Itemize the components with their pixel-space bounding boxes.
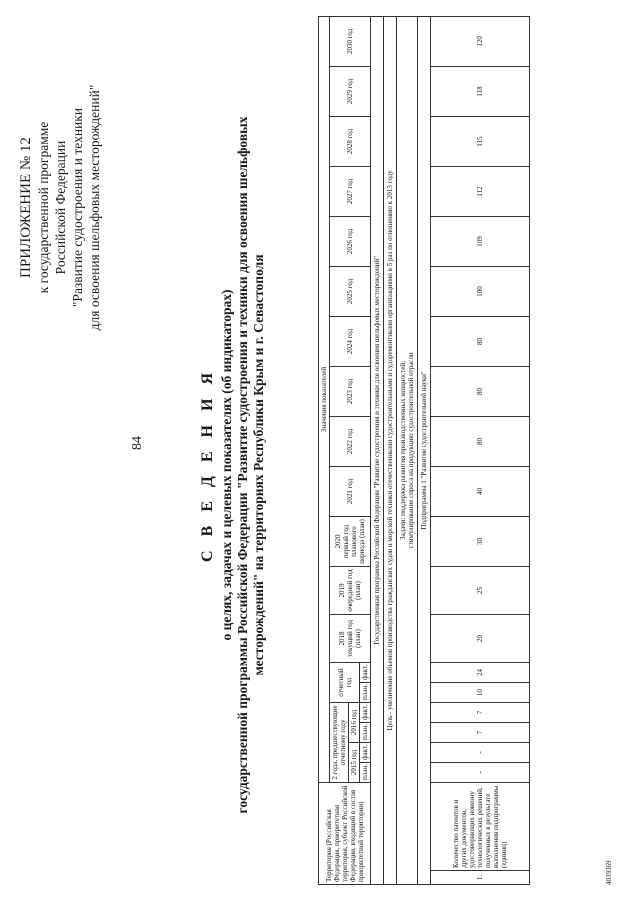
values-header: Значения показателей: [319, 16, 330, 782]
document-title: [200, 85, 267, 845]
row-label: Количество патентов и других документов, удостоверяющих новизну технологических решений, полученных в результате выполнения подпрограммы (единиц): [431, 783, 530, 871]
header-2015: 2015 год: [349, 743, 360, 783]
title-line-2: государственной программы Российской Федерации "Развитие судостроения и техники для освоения шельфовых: [235, 116, 250, 814]
header-2027: 2027 год: [330, 167, 371, 217]
header-2028: 2028 год: [330, 117, 371, 167]
cell-2022: 80: [431, 417, 530, 467]
header-2016: 2016 год: [349, 703, 360, 743]
territory-header: Территория (Российская Федерация, приоритетная территория, субъект Российской Федерации, входящий в состав приоритетной территории): [319, 783, 371, 885]
header-row-1: [319, 16, 330, 884]
cell-2027: 112: [431, 167, 530, 217]
title-heading: С В Е Д Е Н И Я: [199, 367, 216, 563]
table-row: [431, 16, 530, 884]
row-number: 1.: [431, 871, 530, 885]
header-2029: 2029 год: [330, 67, 371, 117]
cell-2029: 118: [431, 67, 530, 117]
subprogram-row: [418, 16, 431, 884]
cell-2028: 115: [431, 117, 530, 167]
annex-heading: [18, 15, 103, 400]
cell-2020: 30: [431, 517, 530, 567]
cell-2024: 80: [431, 317, 530, 367]
header-2020: 2020 первый год планового периода (план): [330, 517, 371, 567]
cell-2015-fact: -: [431, 743, 530, 763]
header-fact: факт.: [360, 663, 371, 683]
cell-2021: 40: [431, 467, 530, 517]
cell-2016-fact: 7: [431, 703, 530, 723]
task-row: [397, 16, 418, 884]
header-2021: 2021 год: [330, 467, 371, 517]
header-2019: 2019 очередной год (план): [330, 567, 371, 615]
cell-2023: 80: [431, 367, 530, 417]
title-line-3: месторождений" на территориях Республики Крым и г. Севастополя: [251, 254, 266, 676]
document-id: 4039369: [605, 860, 613, 885]
header-row-2: [330, 16, 349, 884]
header-2018: 2018 текущий год (план): [330, 615, 371, 663]
cell-2026: 109: [431, 217, 530, 267]
header-fact: факт.: [360, 703, 371, 723]
cell-2015-plan: -: [431, 763, 530, 783]
cell-2025: 100: [431, 267, 530, 317]
header-fact: факт.: [360, 743, 371, 763]
annex-number: ПРИЛОЖЕНИЕ № 12: [18, 137, 34, 278]
header-2030: 2030 год: [330, 16, 371, 66]
cell-2017-plan: 10: [431, 683, 530, 703]
cell-2017-fact: 24: [431, 663, 530, 683]
annex-line-4: для освоения шельфовых месторождений": [87, 84, 102, 331]
header-2025: 2025 год: [330, 267, 371, 317]
cell-2019: 25: [431, 567, 530, 615]
annex-line-1: к государственной программе: [36, 121, 51, 294]
two-years-header: 2 года, предшествующие отчетному году: [330, 703, 349, 783]
page-number: 84: [130, 436, 145, 450]
task-text: Задачи: поддержка развития производственных мощностей; стимулирование спроса на продукцию судостроительной отрасли: [397, 16, 418, 884]
cell-2018: 20: [431, 615, 530, 663]
indicators-table: [318, 16, 530, 885]
goal-row: [384, 16, 397, 884]
header-2023: 2023 год: [330, 367, 371, 417]
header-plan: план.: [360, 723, 371, 743]
cell-2030: 120: [431, 16, 530, 66]
reporting-year-header: отчетный год: [330, 663, 360, 703]
cell-2016-plan: 7: [431, 723, 530, 743]
title-line-1: о целях, задачах и целевых показателях (об индикаторах): [219, 289, 234, 641]
header-2022: 2022 год: [330, 417, 371, 467]
annex-line-3: "Развитие судостроения и техники: [70, 107, 85, 308]
header-2024: 2024 год: [330, 317, 371, 367]
header-plan: план.: [360, 763, 371, 783]
header-2026: 2026 год: [330, 217, 371, 267]
program-title: Государственная программа Российской Федерации "Развитие судостроения и техники для освоения шельфовых месторождений": [371, 16, 384, 884]
subprogram-title: Подпрограмма 1 "Развитие судостроительной науки": [418, 16, 431, 884]
annex-line-2: Российской Федерации: [53, 140, 68, 275]
goal-text: Цель - увеличение объемов производства гражданских судов и морской техники отечественными судостроительными и судоремонтными организациями в 5 раз по отношению к 2013 году: [384, 16, 397, 884]
header-plan: план.: [360, 683, 371, 703]
program-row: [371, 16, 384, 884]
